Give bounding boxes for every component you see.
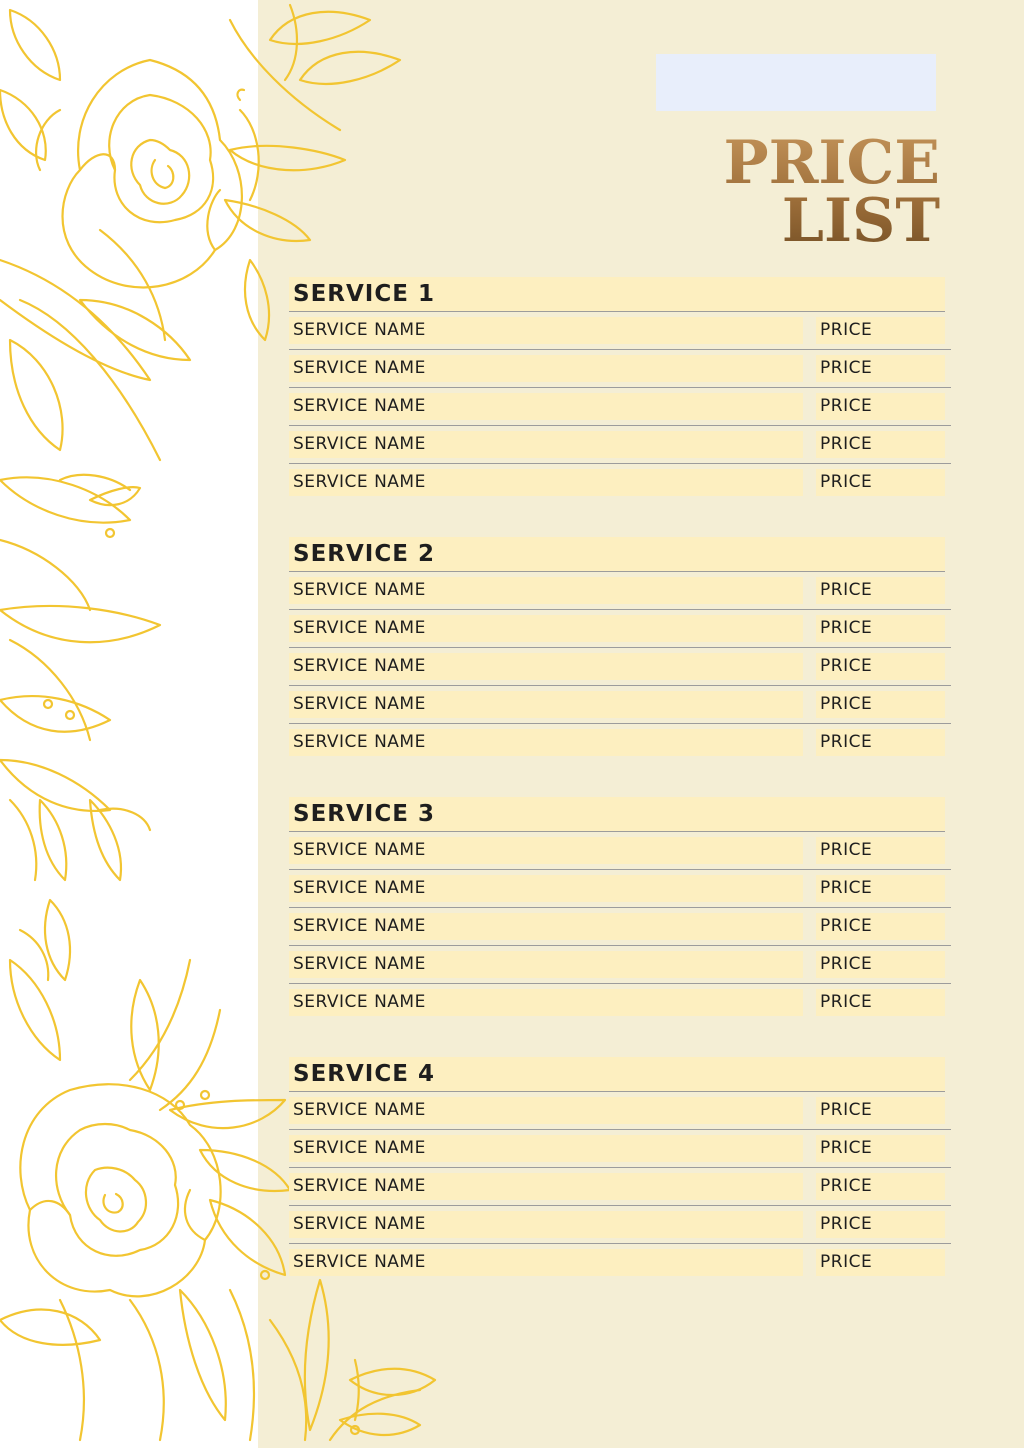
table-row [289, 648, 951, 686]
table-row [289, 464, 951, 501]
service-name-cell: SERVICE NAME [289, 1211, 803, 1238]
price-cell: PRICE [816, 615, 945, 642]
section-heading: SERVICE 2 [289, 537, 945, 572]
service-name-cell: SERVICE NAME [289, 1173, 803, 1200]
price-cell: PRICE [816, 1211, 945, 1238]
price-cell: PRICE [816, 1135, 945, 1162]
service-name-cell: SERVICE NAME [289, 729, 803, 756]
table-row [289, 388, 951, 426]
service-name-cell: SERVICE NAME [289, 1249, 803, 1276]
service-section-4 [289, 1057, 951, 1281]
service-name-cell: SERVICE NAME [289, 393, 803, 420]
price-cell: PRICE [816, 653, 945, 680]
service-name-cell: SERVICE NAME [289, 1135, 803, 1162]
table-row [289, 870, 951, 908]
table-row [289, 1092, 951, 1130]
price-cell: PRICE [816, 951, 945, 978]
table-row [289, 312, 951, 350]
price-cell: PRICE [816, 989, 945, 1016]
service-name-cell: SERVICE NAME [289, 317, 803, 344]
section-heading: SERVICE 4 [289, 1057, 945, 1092]
table-row [289, 832, 951, 870]
table-row [289, 1206, 951, 1244]
section-heading: SERVICE 3 [289, 797, 945, 832]
table-row [289, 572, 951, 610]
price-cell: PRICE [816, 913, 945, 940]
service-name-cell: SERVICE NAME [289, 653, 803, 680]
table-row [289, 1168, 951, 1206]
service-name-cell: SERVICE NAME [289, 913, 803, 940]
side-leaves-icon [0, 230, 190, 880]
price-cell: PRICE [816, 431, 945, 458]
table-row [289, 610, 951, 648]
table-row [289, 1244, 951, 1281]
price-cell: PRICE [816, 1097, 945, 1124]
price-cell: PRICE [816, 393, 945, 420]
service-name-cell: SERVICE NAME [289, 577, 803, 604]
price-cell: PRICE [816, 875, 945, 902]
price-cell: PRICE [816, 469, 945, 496]
price-cell: PRICE [816, 355, 945, 382]
bottom-rose-icon [20, 1084, 220, 1296]
service-name-cell: SERVICE NAME [289, 875, 803, 902]
table-row [289, 426, 951, 464]
service-name-cell: SERVICE NAME [289, 1097, 803, 1124]
table-row [289, 686, 951, 724]
service-section-1 [289, 277, 951, 501]
service-name-cell: SERVICE NAME [289, 615, 803, 642]
price-cell: PRICE [816, 1173, 945, 1200]
table-row [289, 946, 951, 984]
table-row [289, 1130, 951, 1168]
table-row [289, 724, 951, 761]
page-title [600, 128, 940, 256]
price-cell: PRICE [816, 1249, 945, 1276]
section-heading: SERVICE 1 [289, 277, 945, 312]
price-cell: PRICE [816, 577, 945, 604]
service-name-cell: SERVICE NAME [289, 355, 803, 382]
title-line-2: LIST [781, 186, 940, 256]
service-name-cell: SERVICE NAME [289, 837, 803, 864]
table-row [289, 908, 951, 946]
logo-placeholder [656, 54, 936, 111]
title-line-1: PRICE [723, 128, 940, 198]
price-cell: PRICE [816, 729, 945, 756]
service-name-cell: SERVICE NAME [289, 431, 803, 458]
service-name-cell: SERVICE NAME [289, 951, 803, 978]
service-name-cell: SERVICE NAME [289, 989, 803, 1016]
table-row [289, 350, 951, 388]
service-section-2 [289, 537, 951, 761]
price-cell: PRICE [816, 691, 945, 718]
table-row [289, 984, 951, 1021]
price-cell: PRICE [816, 317, 945, 344]
price-cell: PRICE [816, 837, 945, 864]
service-name-cell: SERVICE NAME [289, 691, 803, 718]
service-section-3 [289, 797, 951, 1021]
top-rose-icon [36, 60, 259, 287]
service-name-cell: SERVICE NAME [289, 469, 803, 496]
